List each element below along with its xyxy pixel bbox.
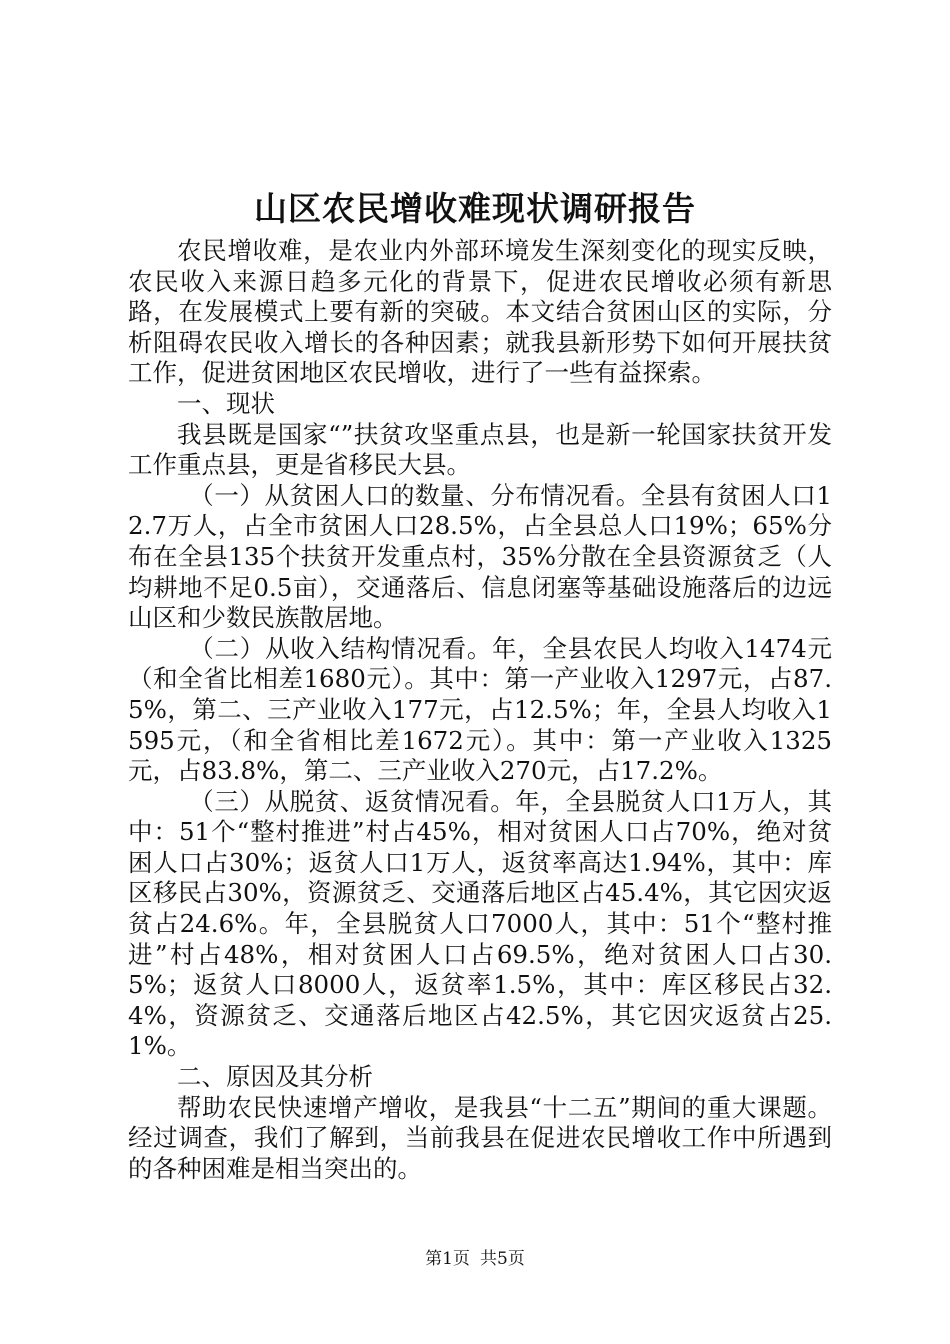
page-total: 共5页 xyxy=(480,1249,525,1269)
poverty-population-paragraph: （一）从贫困人口的数量、分布情况看。全县有贫困人口12.7万人，占全市贫困人口28.5%，占全县总人口19%；65%分布在全县135个扶贫开发重点村，35%分散在全县资源贫乏（人均耕地不足0.5亩），交通落后、信息闭塞等基础设施落后的边远山区和少数民族散居地。 xyxy=(128,480,832,633)
poverty-relapse-paragraph: （三）从脱贫、返贫情况看。年，全县脱贫人口1万人，其中：51个“整村推进”村占45%，相对贫困人口占70%，绝对贫困人口占30%；返贫人口1万人，返贫率高达1.94%，其中：库区移民占30%，资源贫乏、交通落后地区占45.4%，其它因灾返贫占24.6%。年，全县脱贫人口7000人，其中：51个“整村推进”村占48%，相对贫困人口占69.5%，绝对贫困人口占30.5%；返贫人口8000人，返贫率1.5%，其中：库区移民占32.4%，资源贫乏、交通落后地区占42.5%，其它因灾返贫占25.1%。 xyxy=(128,786,832,1061)
page-number: 第1页 xyxy=(425,1249,470,1269)
intro-paragraph: 农民增收难，是农业内外部环境发生深刻变化的现实反映，农民收入来源日趋多元化的背景下，促进农民增收必须有新思路，在发展模式上要有新的突破。本文结合贫困山区的实际，分析阻碍农民收入增长的各种因素；就我县新形势下如何开展扶贫工作，促进贫困地区农民增收，进行了一些有益探索。 xyxy=(128,236,832,388)
status-paragraph: 我县既是国家“”扶贫攻坚重点县，也是新一轮国家扶贫开发工作重点县，更是省移民大县。 xyxy=(128,419,832,480)
document-title: 山区农民增收难现状调研报告 xyxy=(254,189,696,228)
section-heading-status: 一、现状 xyxy=(177,388,275,418)
page-footer xyxy=(0,1248,950,1270)
income-structure-paragraph: （二）从收入结构情况看。年，全县农民人均收入1474元（和全省比相差1680元）。其中：第一产业收入1297元，占87.5%，第二、三产业收入177元，占12.5%；年，全县人均收入1595元，（和全省相比差1672元）。其中：第一产业收入1325元，占83.8%，第二、三产业收入270元，占17.2%。 xyxy=(128,633,832,786)
document-body xyxy=(128,236,832,1184)
causes-paragraph: 帮助农民快速增产增收，是我县“十二五”期间的重大课题。经过调查，我们了解到，当前我县在促进农民增收工作中所遇到的各种困难是相当突出的。 xyxy=(128,1092,832,1183)
section-heading-causes: 二、原因及其分析 xyxy=(177,1062,373,1092)
